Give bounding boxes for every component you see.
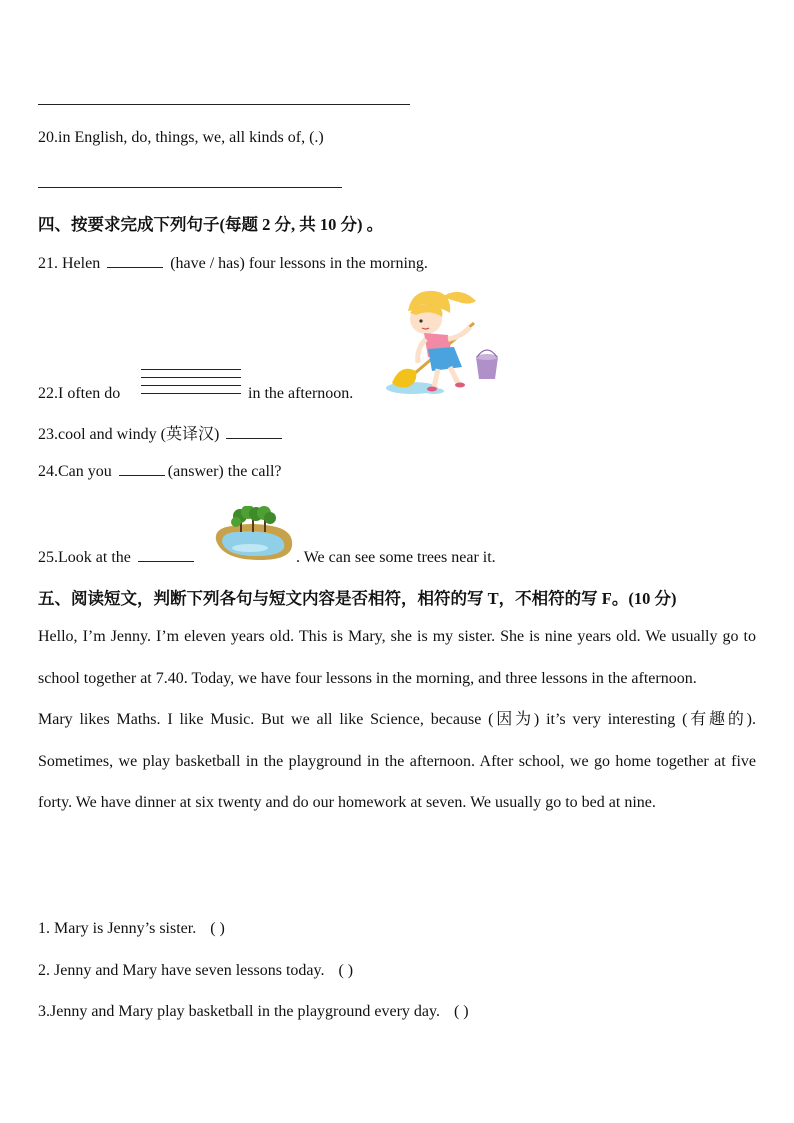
question-number: 25. [38,549,58,566]
question-22 [38,385,120,403]
answer-parentheses[interactable]: ( ) [210,920,225,937]
question-text: cool and windy (英译汉) [58,426,220,443]
passage-paragraph-2: Mary likes Maths. I like Music. But we all like Science, because (因为) it’s very interesting (有趣的). Sometimes, we play basketball in the playground in the afternoon. After school, we go home together at five forty. We have dinner at six twenty and do our homework at seven. We usually go to bed at nine. [38,711,756,811]
question-20 [38,129,324,147]
question-25 [38,549,197,567]
question-text: in English, do, things, we, all kinds of, (.) [58,129,324,146]
judgment-item-2 [38,962,353,980]
question-24 [38,463,282,481]
answer-line-19[interactable] [38,104,410,105]
blank-input[interactable] [138,560,194,562]
question-number: 20. [38,129,58,146]
lake-with-trees-icon [210,506,296,562]
question-number: 23. [38,426,58,443]
question-text-after: (have / has) four lessons in the morning. [170,255,428,272]
question-number: 24. [38,463,58,480]
judgment-item-1 [38,920,225,938]
question-21 [38,255,428,273]
judgment-item-3 [38,1003,469,1021]
reading-passage [38,616,756,824]
blank-lines-22[interactable] [141,369,241,399]
question-25-after: . We can see some trees near it. [296,549,496,566]
question-text-before: Helen [62,255,101,272]
question-23 [38,421,285,444]
section-5-heading: 五、阅读短文，判断下列各句与短文内容是否相符，相符的写 T，不相符的写 F。(10 分) [38,589,677,608]
passage-paragraph-1: Hello, I’m Jenny. I’m eleven years old. This is Mary, she is my sister. She is nine years old. We usually go to school together at 7.40. Today, we have four lessons in the morning, and three lessons in the afternoon. [38,628,756,687]
judgment-text: 2. Jenny and Mary have seven lessons today. [38,962,325,979]
answer-line-20[interactable] [38,187,342,188]
answer-parentheses[interactable]: ( ) [453,1003,469,1020]
judgment-text: 3.Jenny and Mary play basketball in the playground every day. [38,1003,440,1020]
question-number: 22. [38,385,58,402]
question-number: 21. [38,255,58,272]
question-text-before: Can you [58,463,112,480]
section-4-heading: 四、按要求完成下列句子(每题 2 分, 共 10 分) 。 [38,215,384,234]
blank-input[interactable] [119,474,165,476]
girl-mopping-icon [378,283,504,398]
answer-parentheses[interactable]: ( ) [338,962,354,979]
blank-input[interactable] [226,437,282,439]
blank-input[interactable] [107,266,163,268]
question-22-after: in the afternoon. [248,385,354,402]
question-text-before: Look at the [58,549,131,566]
question-text-after: (answer) the call? [167,463,282,480]
question-text-before: I often do [58,385,121,402]
judgment-text: 1. Mary is Jenny’s sister. [38,920,197,937]
